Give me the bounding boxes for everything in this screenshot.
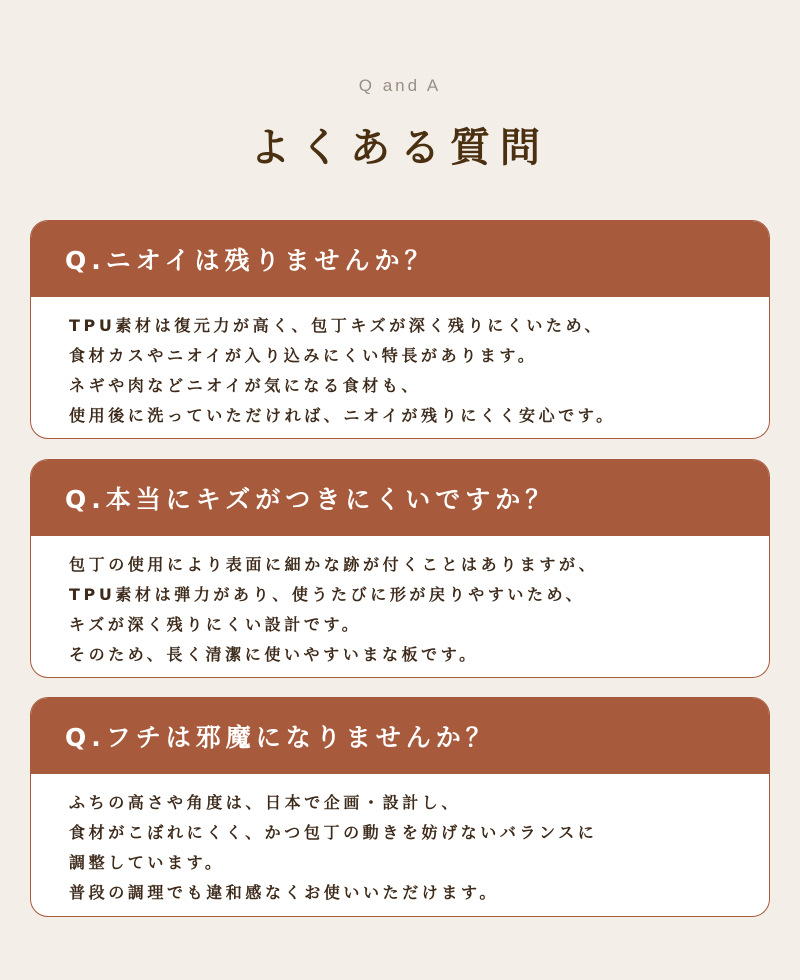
- answer-line: ふちの高さや角度は、日本で企画・設計し、: [69, 793, 462, 812]
- answer-line: TPU素材は弾力があり、使うたびに形が戻りやすいため、: [69, 585, 586, 604]
- answer-line: TPU素材は復元力が高く、包丁キズが深く残りにくいため、: [69, 316, 605, 335]
- answer-line: 使用後に洗っていただければ、ニオイが残りにくく安心です。: [69, 406, 616, 425]
- answer-line: 普段の調理でも違和感なくお使いいただけます。: [69, 883, 499, 902]
- faq-question: Q.フチは邪魔になりませんか？: [31, 698, 769, 774]
- answer-line: 食材がこぼれにくく、かつ包丁の動きを妨げないバランスに: [69, 823, 598, 842]
- faq-answer: [31, 297, 769, 431]
- faq-question: Q.本当にキズがつきにくいですか？: [31, 460, 769, 536]
- answer-line: 包丁の使用により表面に細かな跡が付くことはありますが、: [69, 555, 599, 574]
- answer-line: 調整しています。: [69, 853, 225, 872]
- faq-item: [30, 459, 770, 678]
- page-title: よくある質問: [250, 125, 550, 171]
- faq-answer: [31, 536, 769, 670]
- faq-item: [30, 697, 770, 917]
- faq-answer: [31, 774, 769, 908]
- answer-line: そのため、長く清潔に使いやすいまな板です。: [69, 645, 479, 664]
- faq-question: Q.ニオイは残りませんか？: [31, 221, 769, 297]
- answer-line: 食材カスやニオイが入り込みにくい特長があります。: [69, 346, 538, 365]
- answer-line: キズが深く残りにくい設計です。: [69, 615, 362, 634]
- faq-item: [30, 220, 770, 439]
- answer-line: ネギや肉などニオイが気になる食材も、: [69, 376, 422, 395]
- eyebrow-label: Q and A: [358, 76, 442, 95]
